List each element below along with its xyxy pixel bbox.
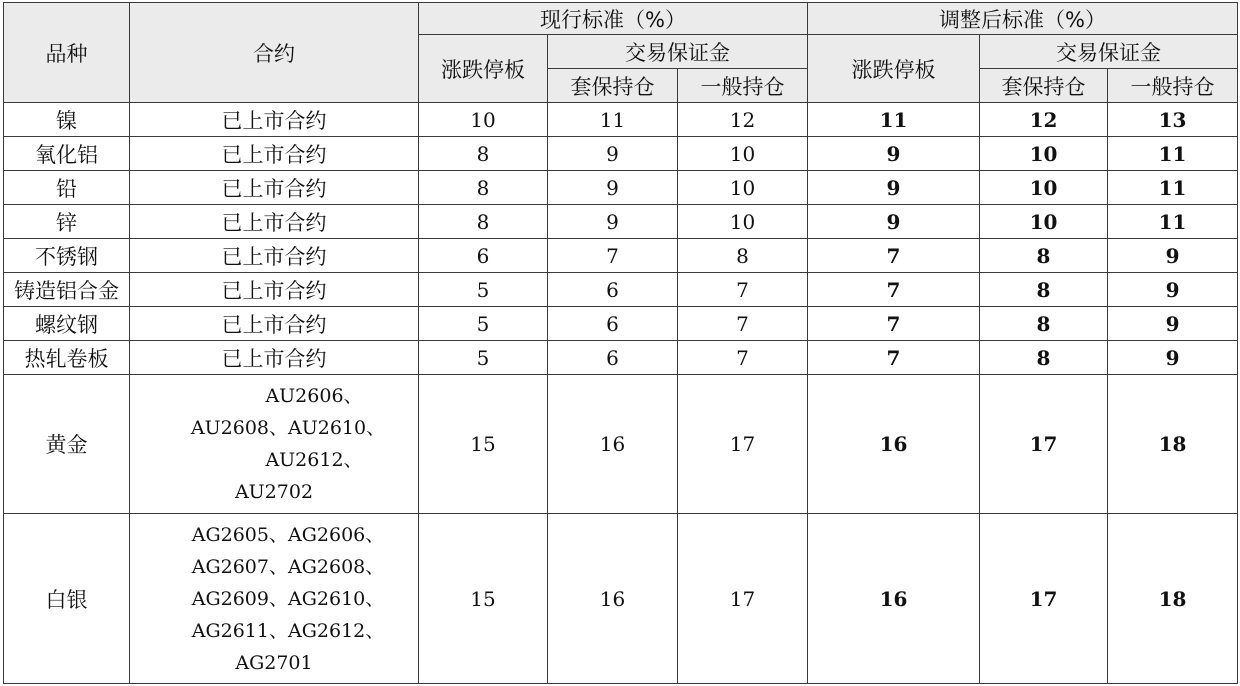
header-adjusted-hedge: 套保持仓 [980,69,1108,103]
adjusted-general-margin: 11 [1108,137,1238,171]
current-hedge-margin: 7 [548,239,678,273]
current-general-margin: 12 [678,103,808,137]
contract-code-line: AG2611、AG2612、 [191,619,385,642]
header-variety: 品种 [4,3,130,103]
adjusted-hedge-margin: 8 [980,273,1108,307]
current-hedge-margin: 9 [548,205,678,239]
adjusted-hedge-margin: 10 [980,137,1108,171]
variety-name: 铸造铝合金 [4,273,130,307]
adjusted-price-limit: 16 [808,514,980,684]
variety-name: 螺纹钢 [4,307,130,341]
adjusted-hedge-margin: 10 [980,205,1108,239]
contract-code-line: AU2702 [234,481,314,503]
table-row [4,239,1238,273]
adjusted-general-margin: 9 [1108,273,1238,307]
adjusted-hedge-margin: 8 [980,239,1108,273]
current-price-limit: 15 [419,375,548,514]
contract-cell: 已上市合约 [130,341,419,375]
contract-cell: 已上市合约 [130,307,419,341]
current-price-limit: 6 [419,239,548,273]
contract-cell: 已上市合约 [130,205,419,239]
current-hedge-margin: 6 [548,341,678,375]
header-current-standard: 现行标准（%） [419,3,808,35]
current-general-margin: 7 [678,307,808,341]
current-general-margin: 10 [678,205,808,239]
current-hedge-margin: 9 [548,171,678,205]
current-hedge-margin: 16 [548,514,678,684]
contract-cell [130,375,419,514]
adjusted-price-limit: 16 [808,375,980,514]
adjusted-price-limit: 9 [808,171,980,205]
adjusted-hedge-margin: 17 [980,514,1108,684]
variety-name: 锌 [4,205,130,239]
adjusted-general-margin: 9 [1108,341,1238,375]
adjusted-price-limit: 7 [808,273,980,307]
current-general-margin: 17 [678,375,808,514]
contract-cell: 已上市合约 [130,103,419,137]
adjusted-general-margin: 18 [1108,514,1238,684]
table-row [4,514,1238,684]
header-adjusted-standard: 调整后标准（%） [808,3,1238,35]
adjusted-price-limit: 7 [808,239,980,273]
variety-name: 黄金 [4,375,130,514]
adjusted-general-margin: 11 [1108,171,1238,205]
current-price-limit: 5 [419,307,548,341]
current-hedge-margin: 9 [548,137,678,171]
contract-code-line: AG2701 [235,651,313,674]
current-general-margin: 7 [678,273,808,307]
variety-name: 镍 [4,103,130,137]
contract-code-line: AG2605、AG2606、 [191,523,385,546]
variety-name: 白银 [4,514,130,684]
header-current-hedge: 套保持仓 [548,69,678,103]
current-general-margin: 10 [678,137,808,171]
adjusted-hedge-margin: 8 [980,341,1108,375]
contract-code-line: AU2606、 [265,385,363,407]
header-adjusted-general: 一般持仓 [1108,69,1238,103]
adjusted-hedge-margin: 8 [980,307,1108,341]
contract-code-line: AU2608、AU2610、 [190,417,386,439]
table-row [4,137,1238,171]
contract-cell: 已上市合约 [130,137,419,171]
contract-cell: 已上市合约 [130,171,419,205]
variety-name: 铅 [4,171,130,205]
header-row-1 [4,3,1238,35]
header-current-general: 一般持仓 [678,69,808,103]
current-price-limit: 8 [419,171,548,205]
current-price-limit: 8 [419,137,548,171]
header-adjusted-margin: 交易保证金 [980,35,1238,69]
current-hedge-margin: 6 [548,273,678,307]
adjusted-hedge-margin: 10 [980,171,1108,205]
adjusted-price-limit: 11 [808,103,980,137]
current-general-margin: 8 [678,239,808,273]
table-row [4,103,1238,137]
adjusted-general-margin: 11 [1108,205,1238,239]
adjusted-hedge-margin: 12 [980,103,1108,137]
adjusted-price-limit: 9 [808,137,980,171]
contract-cell: 已上市合约 [130,273,419,307]
table-row [4,341,1238,375]
adjusted-price-limit: 7 [808,307,980,341]
table-row [4,375,1238,514]
contract-cell: 已上市合约 [130,239,419,273]
current-general-margin: 10 [678,171,808,205]
table-row [4,205,1238,239]
table-row [4,307,1238,341]
current-hedge-margin: 11 [548,103,678,137]
header-current-margin: 交易保证金 [548,35,808,69]
variety-name: 不锈钢 [4,239,130,273]
adjusted-general-margin: 18 [1108,375,1238,514]
current-price-limit: 15 [419,514,548,684]
current-price-limit: 8 [419,205,548,239]
variety-name: 氧化铝 [4,137,130,171]
adjusted-price-limit: 7 [808,341,980,375]
current-hedge-margin: 6 [548,307,678,341]
adjusted-general-margin: 9 [1108,307,1238,341]
current-price-limit: 10 [419,103,548,137]
current-price-limit: 5 [419,273,548,307]
adjusted-general-margin: 9 [1108,239,1238,273]
current-price-limit: 5 [419,341,548,375]
header-adjusted-price-limit: 涨跌停板 [808,35,980,103]
adjusted-hedge-margin: 17 [980,375,1108,514]
current-hedge-margin: 16 [548,375,678,514]
variety-name: 热轧卷板 [4,341,130,375]
table-row [4,273,1238,307]
margin-adjustment-table [3,2,1238,684]
current-general-margin: 17 [678,514,808,684]
adjusted-price-limit: 9 [808,205,980,239]
adjusted-general-margin: 13 [1108,103,1238,137]
contract-code-line: AG2607、AG2608、 [191,555,385,578]
contract-code-line: AG2609、AG2610、 [191,587,385,610]
table-row [4,171,1238,205]
current-general-margin: 7 [678,341,808,375]
contract-code-line: AU2612、 [265,449,363,471]
contract-cell [130,514,419,684]
header-contract: 合约 [130,3,419,103]
header-current-price-limit: 涨跌停板 [419,35,548,103]
